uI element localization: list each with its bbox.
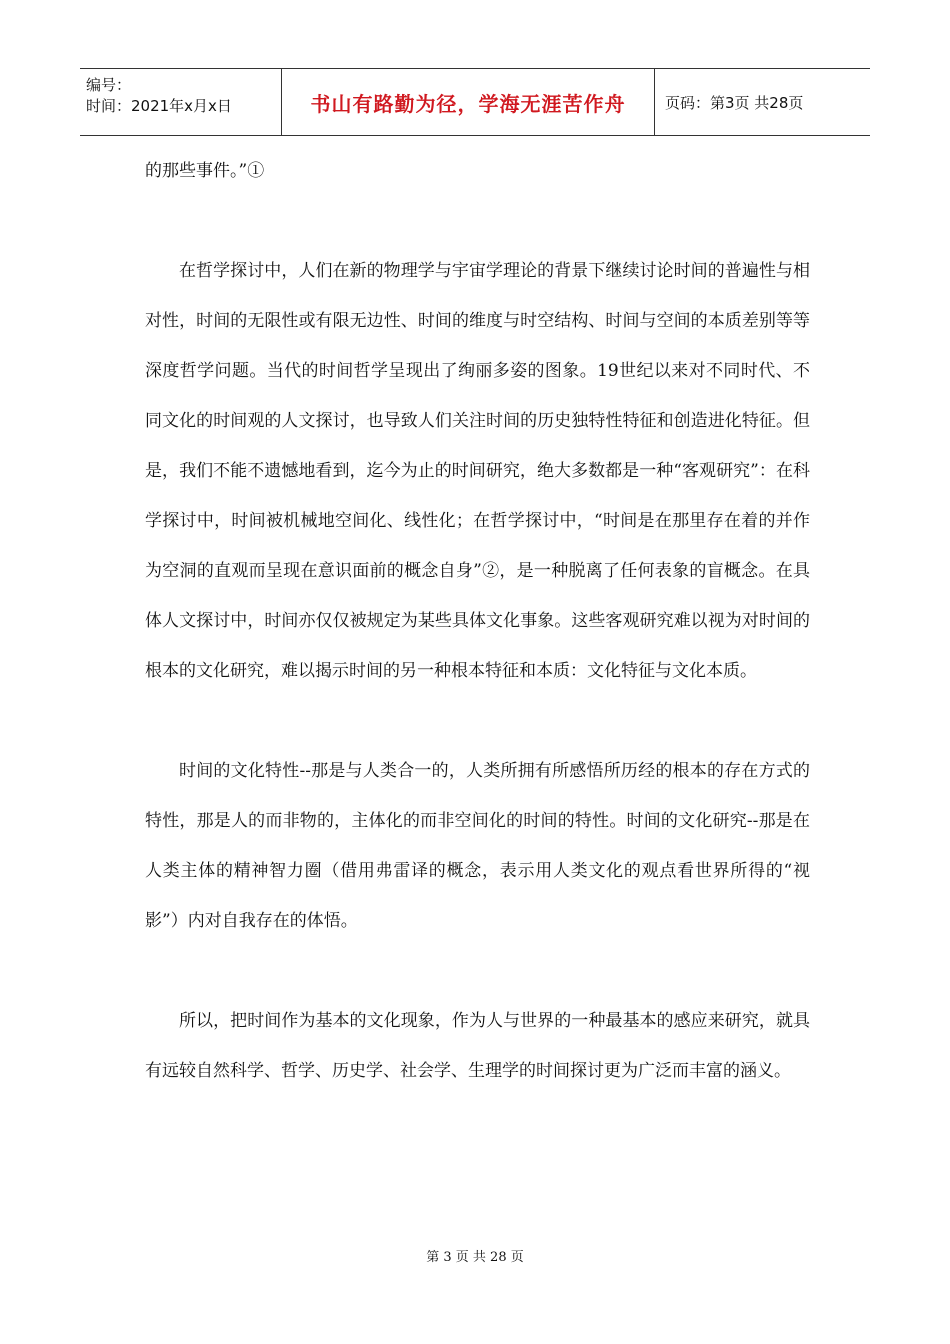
header-motto-cell (282, 69, 655, 135)
paragraph-gap (145, 196, 810, 246)
paragraph-continuation: 的那些事件。”① (145, 161, 265, 181)
paragraph: 所以，把时间作为基本的文化现象，作为人与世界的一种最基本的感应来研究，就具有远较自然科学、哲学、历史学、社会学、生理学的时间探讨更为广泛而丰富的涵义。 (145, 1011, 810, 1081)
paragraph-gap (145, 946, 810, 996)
page-footer (0, 1246, 950, 1265)
paragraph: 在哲学探讨中，人们在新的物理学与宇宙学理论的背景下继续讨论时间的普遍性与相对性，时间的无限性或有限无边性、时间的维度与时空结构、时间与空间的本质差别等等深度哲学问题。当代的时间哲学呈现出了绚丽多姿的图象。19世纪以来对不同时代、不同文化的时间观的人文探讨，也导致人们关注时间的历史独特性特征和创造进化特征。但是，我们不能不遗憾地看到，迄今为止的时间研究，绝大多数都是一种“客观研究”：在科学探讨中，时间被机械地空间化、线性化；在哲学探讨中，“时间是在那里存在着的并作为空洞的直观而呈现在意识面前的概念自身”②，是一种脱离了任何表象的盲概念。在具体人文探讨中，时间亦仅仅被规定为某些具体文化事象。这些客观研究难以视为对时间的根本的文化研究，难以揭示时间的另一种根本特征和本质：文化特征与文化本质。 (145, 261, 810, 681)
footer-page-number: 第 3 页 共 28 页 (426, 1250, 524, 1265)
header-page-number: 页码：第3页 共28页 (665, 93, 804, 112)
page-header (80, 68, 870, 136)
paragraph-gap (145, 696, 810, 746)
header-meta (80, 69, 282, 135)
document-number-label: 编号： (86, 76, 132, 94)
paragraph: 时间的文化特性--那是与人类合一的，人类所拥有所感悟所历经的根本的存在方式的特性，那是人的而非物的，主体化的而非空间化的时间的特性。时间的文化研究--那是在人类主体的精神智力圈（借用弗雷译的概念，表示用人类文化的观点看世界所得的“视影”）内对自我存在的体悟。 (145, 761, 810, 931)
header-motto: 书山有路勤为径，学海无涯苦作舟 (310, 91, 626, 116)
document-time-label: 时间：2021年x月x日 (86, 97, 232, 115)
document-body (145, 146, 810, 1096)
header-page-info (655, 69, 870, 135)
